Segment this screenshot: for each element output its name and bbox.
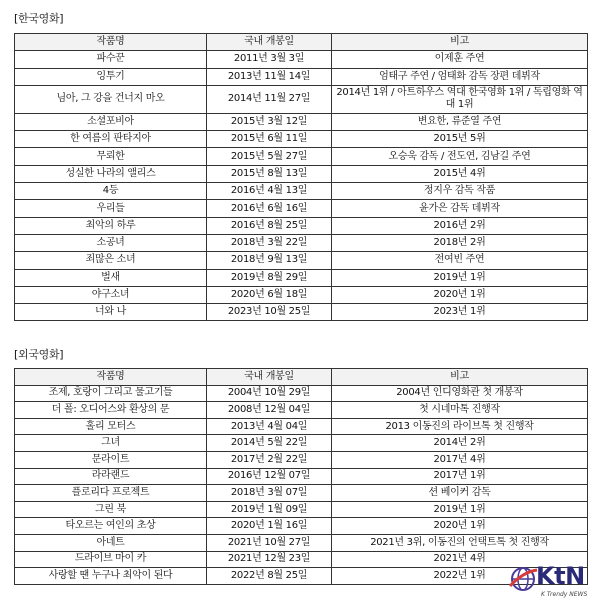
- film-title-cell: 소공녀: [15, 234, 207, 251]
- release-date-cell: 2018년 3월 22일: [207, 234, 332, 251]
- foreign-section-title: [외국영화]: [14, 348, 64, 361]
- note-cell: 2015년 4위: [332, 165, 588, 182]
- note-cell: 2017년 1위: [332, 468, 588, 485]
- film-title-cell: 최악의 하루: [15, 217, 207, 234]
- film-title-cell: 그린 북: [15, 501, 207, 518]
- release-date-cell: 2019년 8월 29일: [207, 269, 332, 286]
- film-title-cell: 드라이브 마이 카: [15, 551, 207, 568]
- release-date-cell: 2013년 4월 04일: [207, 418, 332, 435]
- release-date-cell: 2016년 6월 16일: [207, 200, 332, 217]
- table-row: [15, 568, 588, 585]
- note-cell: 2020년 1위: [332, 518, 588, 535]
- release-date-cell: 2017년 2월 22일: [207, 451, 332, 468]
- table-row: [15, 402, 588, 419]
- korean-films-table: [14, 33, 588, 321]
- table-header-row: [15, 34, 588, 51]
- film-title-cell: 한 여름의 판타지아: [15, 131, 207, 148]
- film-title-cell: 소셜포비아: [15, 113, 207, 130]
- release-date-cell: 2021년 12월 23일: [207, 551, 332, 568]
- table-row: [15, 252, 588, 269]
- note-cell: 2016년 2위: [332, 217, 588, 234]
- table-row: [15, 269, 588, 286]
- film-title-cell: 홀리 모터스: [15, 418, 207, 435]
- table-row: [15, 385, 588, 402]
- note-cell: 션 베이커 감독: [332, 485, 588, 502]
- globe-icon: [508, 564, 538, 594]
- note-cell: 전여빈 주연: [332, 252, 588, 269]
- note-cell: 2022년 1위: [332, 568, 588, 585]
- note-cell: 변요한, 류준열 주연: [332, 113, 588, 130]
- release-date-cell: 2004년 10월 29일: [207, 385, 332, 402]
- header-title: 작품명: [15, 369, 207, 386]
- table-row: [15, 51, 588, 68]
- film-title-cell: 조제, 호랑이 그리고 물고기들: [15, 385, 207, 402]
- header-title: 작품명: [15, 34, 207, 51]
- release-date-cell: 2020년 1월 16일: [207, 518, 332, 535]
- film-title-cell: 죄많은 소녀: [15, 252, 207, 269]
- table-row: [15, 113, 588, 130]
- table-row: [15, 217, 588, 234]
- table-row: [15, 200, 588, 217]
- film-title-cell: 벌새: [15, 269, 207, 286]
- film-title-cell: 아네트: [15, 534, 207, 551]
- note-cell: 오승욱 감독 / 전도연, 김남길 주연: [332, 148, 588, 165]
- film-title-cell: 4등: [15, 183, 207, 200]
- release-date-cell: 2015년 6월 11일: [207, 131, 332, 148]
- header-notes: 비고: [332, 369, 588, 386]
- note-cell: 정지우 감독 작품: [332, 183, 588, 200]
- film-title-cell: 타오르는 여인의 초상: [15, 518, 207, 535]
- note-cell: 2014년 2위: [332, 435, 588, 452]
- table-row: [15, 418, 588, 435]
- film-title-cell: 문라이트: [15, 451, 207, 468]
- table-row: [15, 501, 588, 518]
- film-title-cell: 님아, 그 강을 건너지 마오: [15, 85, 207, 113]
- table-row: [15, 183, 588, 200]
- note-cell: 2014년 1위 / 아트하우스 역대 한국영화 1위 / 독립영화 역대 1위: [332, 85, 588, 113]
- table-row: [15, 534, 588, 551]
- film-title-cell: 너와 나: [15, 304, 207, 321]
- foreign-films-table: [14, 368, 588, 585]
- header-notes: 비고: [332, 34, 588, 51]
- release-date-cell: 2013년 11월 14일: [207, 68, 332, 85]
- note-cell: 2023년 1위: [332, 304, 588, 321]
- table-row: [15, 451, 588, 468]
- table-row: [15, 148, 588, 165]
- note-cell: 2004년 인디영화관 첫 개봉작: [332, 385, 588, 402]
- table-row: [15, 286, 588, 303]
- release-date-cell: 2015년 8월 13일: [207, 165, 332, 182]
- table-row: [15, 68, 588, 85]
- korean-section-title: [한국영화]: [14, 12, 64, 25]
- note-cell: 2021년 3위, 이동진의 언택트톡 첫 진행작: [332, 534, 588, 551]
- ktn-logo: [508, 562, 594, 602]
- note-cell: 2021년 4위: [332, 551, 588, 568]
- table-row: [15, 234, 588, 251]
- release-date-cell: 2016년 4월 13일: [207, 183, 332, 200]
- film-title-cell: 우리들: [15, 200, 207, 217]
- release-date-cell: 2016년 12월 07일: [207, 468, 332, 485]
- note-cell: 2018년 2위: [332, 234, 588, 251]
- release-date-cell: 2016년 8월 25일: [207, 217, 332, 234]
- note-cell: 2020년 1위: [332, 286, 588, 303]
- release-date-cell: 2018년 3월 07일: [207, 485, 332, 502]
- film-title-cell: 야구소녀: [15, 286, 207, 303]
- film-title-cell: 무뢰한: [15, 148, 207, 165]
- header-release-date: 국내 개봉일: [207, 369, 332, 386]
- table-row: [15, 518, 588, 535]
- note-cell: 엄태구 주연 / 엄태화 감독 장편 데뷔작: [332, 68, 588, 85]
- logo-brand-text: KtN: [536, 562, 585, 590]
- release-date-cell: 2023년 10월 25일: [207, 304, 332, 321]
- release-date-cell: 2008년 12월 04일: [207, 402, 332, 419]
- release-date-cell: 2022년 8월 25일: [207, 568, 332, 585]
- note-cell: 첫 시네마톡 진행작: [332, 402, 588, 419]
- film-title-cell: 라라랜드: [15, 468, 207, 485]
- release-date-cell: 2019년 1월 09일: [207, 501, 332, 518]
- film-title-cell: 사랑할 땐 누구나 최악이 된다: [15, 568, 207, 585]
- release-date-cell: 2014년 11월 27일: [207, 85, 332, 113]
- film-title-cell: 더 폴: 오디어스와 환상의 문: [15, 402, 207, 419]
- release-date-cell: 2021년 10월 27일: [207, 534, 332, 551]
- table-row: [15, 85, 588, 113]
- note-cell: 2013 이동진의 라이브톡 첫 진행작: [332, 418, 588, 435]
- header-release-date: 국내 개봉일: [207, 34, 332, 51]
- table-row: [15, 304, 588, 321]
- table-row: [15, 165, 588, 182]
- release-date-cell: 2014년 5월 22일: [207, 435, 332, 452]
- note-cell: 2019년 1위: [332, 501, 588, 518]
- release-date-cell: 2018년 9월 13일: [207, 252, 332, 269]
- table-row: [15, 485, 588, 502]
- logo-subtitle: K Trendy NEWS: [541, 591, 588, 598]
- release-date-cell: 2015년 3월 12일: [207, 113, 332, 130]
- release-date-cell: 2011년 3월 3일: [207, 51, 332, 68]
- note-cell: 윤가은 감독 데뷔작: [332, 200, 588, 217]
- film-title-cell: 성실한 나라의 앨리스: [15, 165, 207, 182]
- film-title-cell: 플로리다 프로젝트: [15, 485, 207, 502]
- table-row: [15, 551, 588, 568]
- release-date-cell: 2015년 5월 27일: [207, 148, 332, 165]
- note-cell: 2015년 5위: [332, 131, 588, 148]
- film-title-cell: 그녀: [15, 435, 207, 452]
- film-title-cell: 파수꾼: [15, 51, 207, 68]
- table-row: [15, 435, 588, 452]
- table-header-row: [15, 369, 588, 386]
- table-row: [15, 468, 588, 485]
- note-cell: 이제훈 주연: [332, 51, 588, 68]
- note-cell: 2017년 4위: [332, 451, 588, 468]
- table-row: [15, 131, 588, 148]
- release-date-cell: 2020년 6월 18일: [207, 286, 332, 303]
- film-title-cell: 잉투기: [15, 68, 207, 85]
- note-cell: 2019년 1위: [332, 269, 588, 286]
